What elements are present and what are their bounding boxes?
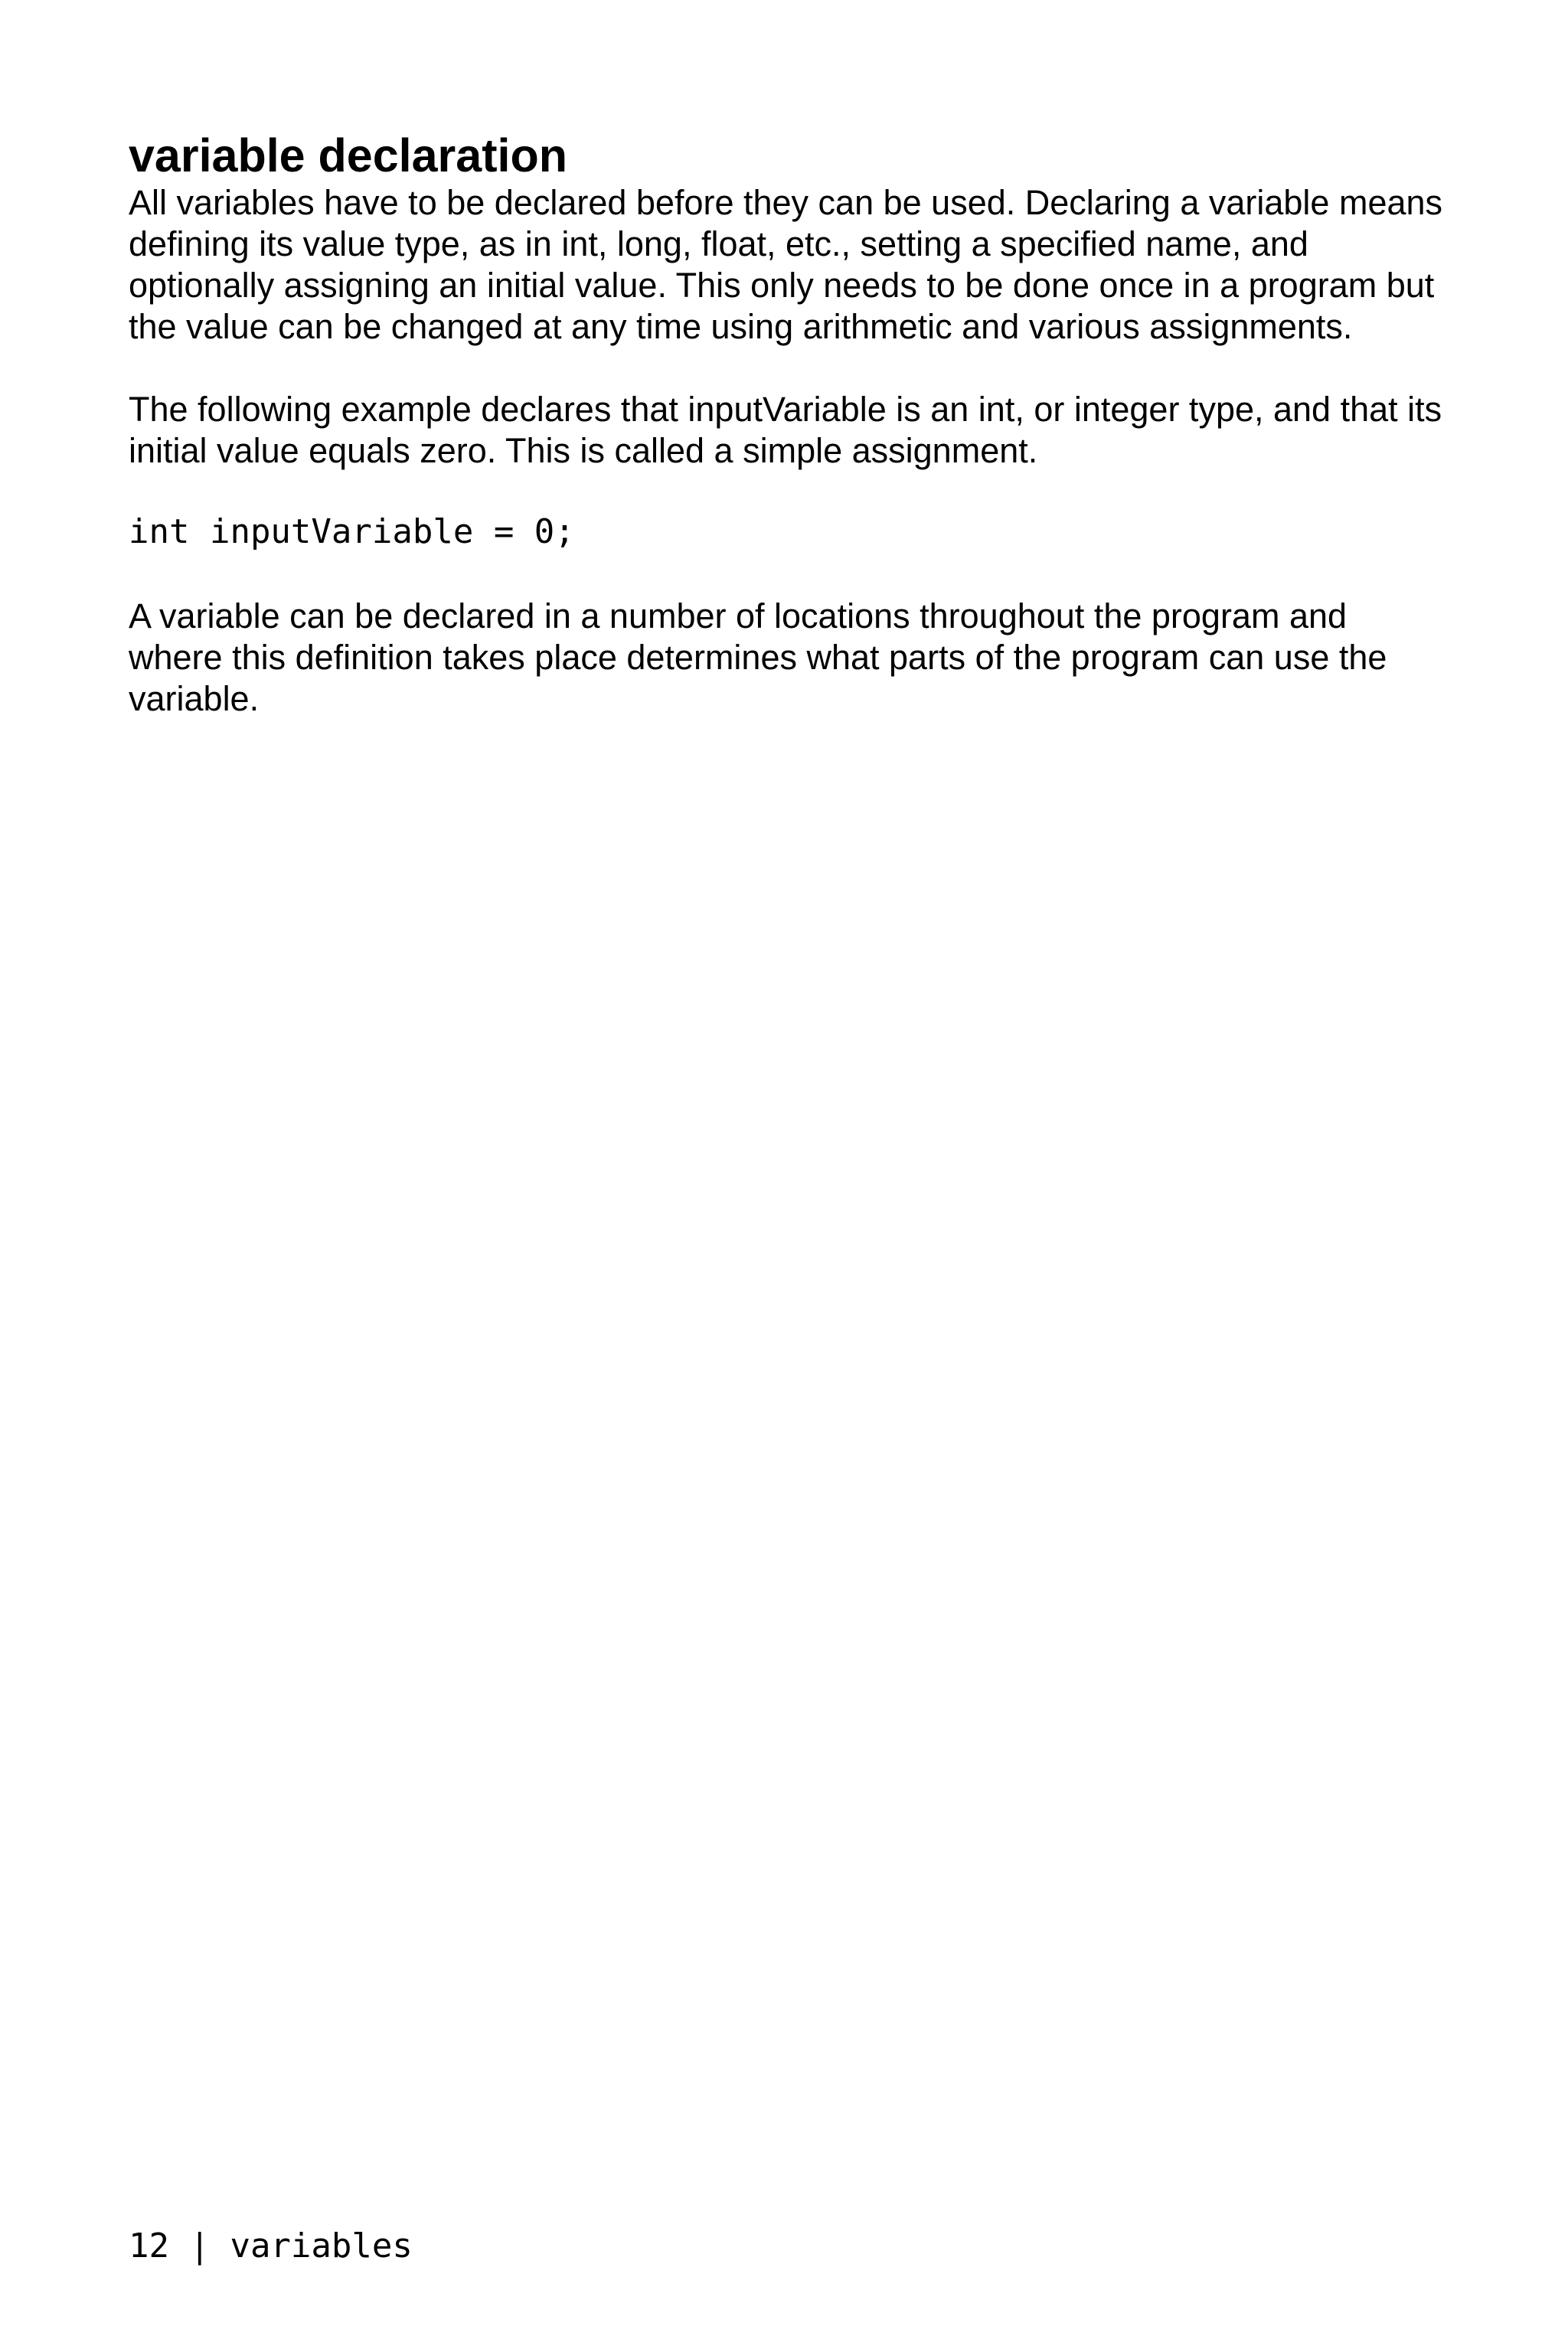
paragraph-declaration-intro: All variables have to be declared before they can be used. Declaring a variable means defining its value type, as in int, long, float, etc., setting a specified name, and optionally assigning an initial value. This only needs to be done once in a program but the value can be changed at any time using arithmetic and various assignments. bbox=[129, 183, 1443, 346]
section-heading: variable declaration bbox=[129, 129, 567, 181]
code-example: int inputVariable = 0; bbox=[129, 512, 575, 551]
paragraph-scope-note: A variable can be declared in a number of locations throughout the program and where this definition takes place determines what parts of the program can use the variable. bbox=[129, 596, 1387, 718]
page-footer: 12 | variables bbox=[129, 2226, 413, 2265]
page-content bbox=[129, 129, 1446, 720]
paragraph-example-intro: The following example declares that inputVariable is an int, or integer type, and that its initial value equals zero. This is called a simple assignment. bbox=[129, 390, 1442, 470]
